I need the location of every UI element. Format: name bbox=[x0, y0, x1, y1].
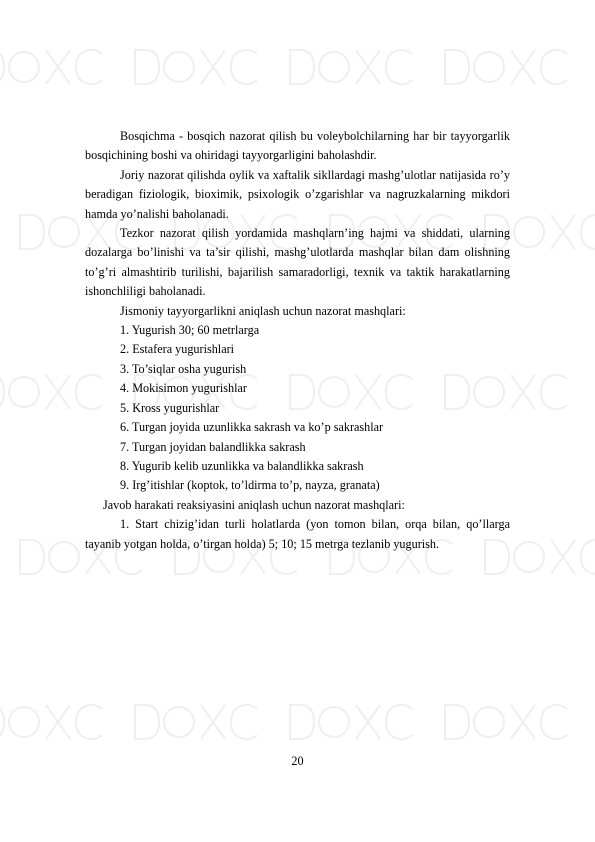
paragraph-stage-control: Bosqichma - bosqich nazorat qilish bu voleybolchilarning har bir tayyorgarlik bosqichining boshi va ohiridagi tayyorgarligini baholashdir. bbox=[85, 129, 510, 163]
list-item: 6. Turgan joyida uzunlikka sakrash va ko’p sakrashlar bbox=[120, 420, 384, 435]
list-item: 2. Estafera yugurishlari bbox=[120, 342, 235, 357]
document-body bbox=[85, 127, 510, 554]
list-item: 3. To’siqlar osha yugurish bbox=[120, 361, 247, 376]
reaction-item: 1. Start chizig’idan turli holatlarda (yon tomon bilan, orqa bilan, qo’llarga tayanib yotgan holda, o’tirgan holda) 5; 10; 15 metrga tezlanib yugurish. bbox=[85, 517, 510, 551]
physical-heading: Jismoniy tayyorgarlikni aniqlash uchun nazorat mashqlari: bbox=[120, 303, 406, 318]
page-number: 20 bbox=[291, 754, 304, 768]
list-item: 1. Yugurish 30; 60 metrlarga bbox=[120, 323, 260, 338]
list-item: 4. Mokisimon yugurishlar bbox=[120, 381, 247, 396]
list-item: 5. Kross yugurishlar bbox=[120, 400, 220, 415]
reaction-heading: Javob harakati reaksiyasini aniqlash uchun nazorat mashqlari: bbox=[103, 497, 405, 512]
paragraph-rapid-control: Tezkor nazorat qilish yordamida mashqlarn’ing hajmi va shiddati, ularning dozalarga bo’linishi va ta’sir qilishi, mashg’ulotlarda mashqlar bilan dam olishning to’g’ri almashtirib turilishi, bajarilish samaradorligi, texnik va taktik harakatlarning ishonchliligi baholanadi. bbox=[85, 226, 510, 299]
paragraph-current-control: Joriy nazorat qilishda oylik va xaftalik sikllardagi mashg’ulotlar natijasida ro’y beradigan fiziologik, bioximik, psixologik o’zgarishlar va nagruzkalarning mikdori hamda yo’nalishi baholanadi. bbox=[85, 167, 510, 221]
list-item: 7. Turgan joyidan balandlikka sakrash bbox=[120, 439, 306, 454]
list-item: 8. Yugurib kelib uzunlikka va balandlikka sakrash bbox=[120, 458, 364, 473]
list-item: 9. Irg’itishlar (koptok, to’ldirma to’p, nayza, granata) bbox=[120, 478, 380, 493]
